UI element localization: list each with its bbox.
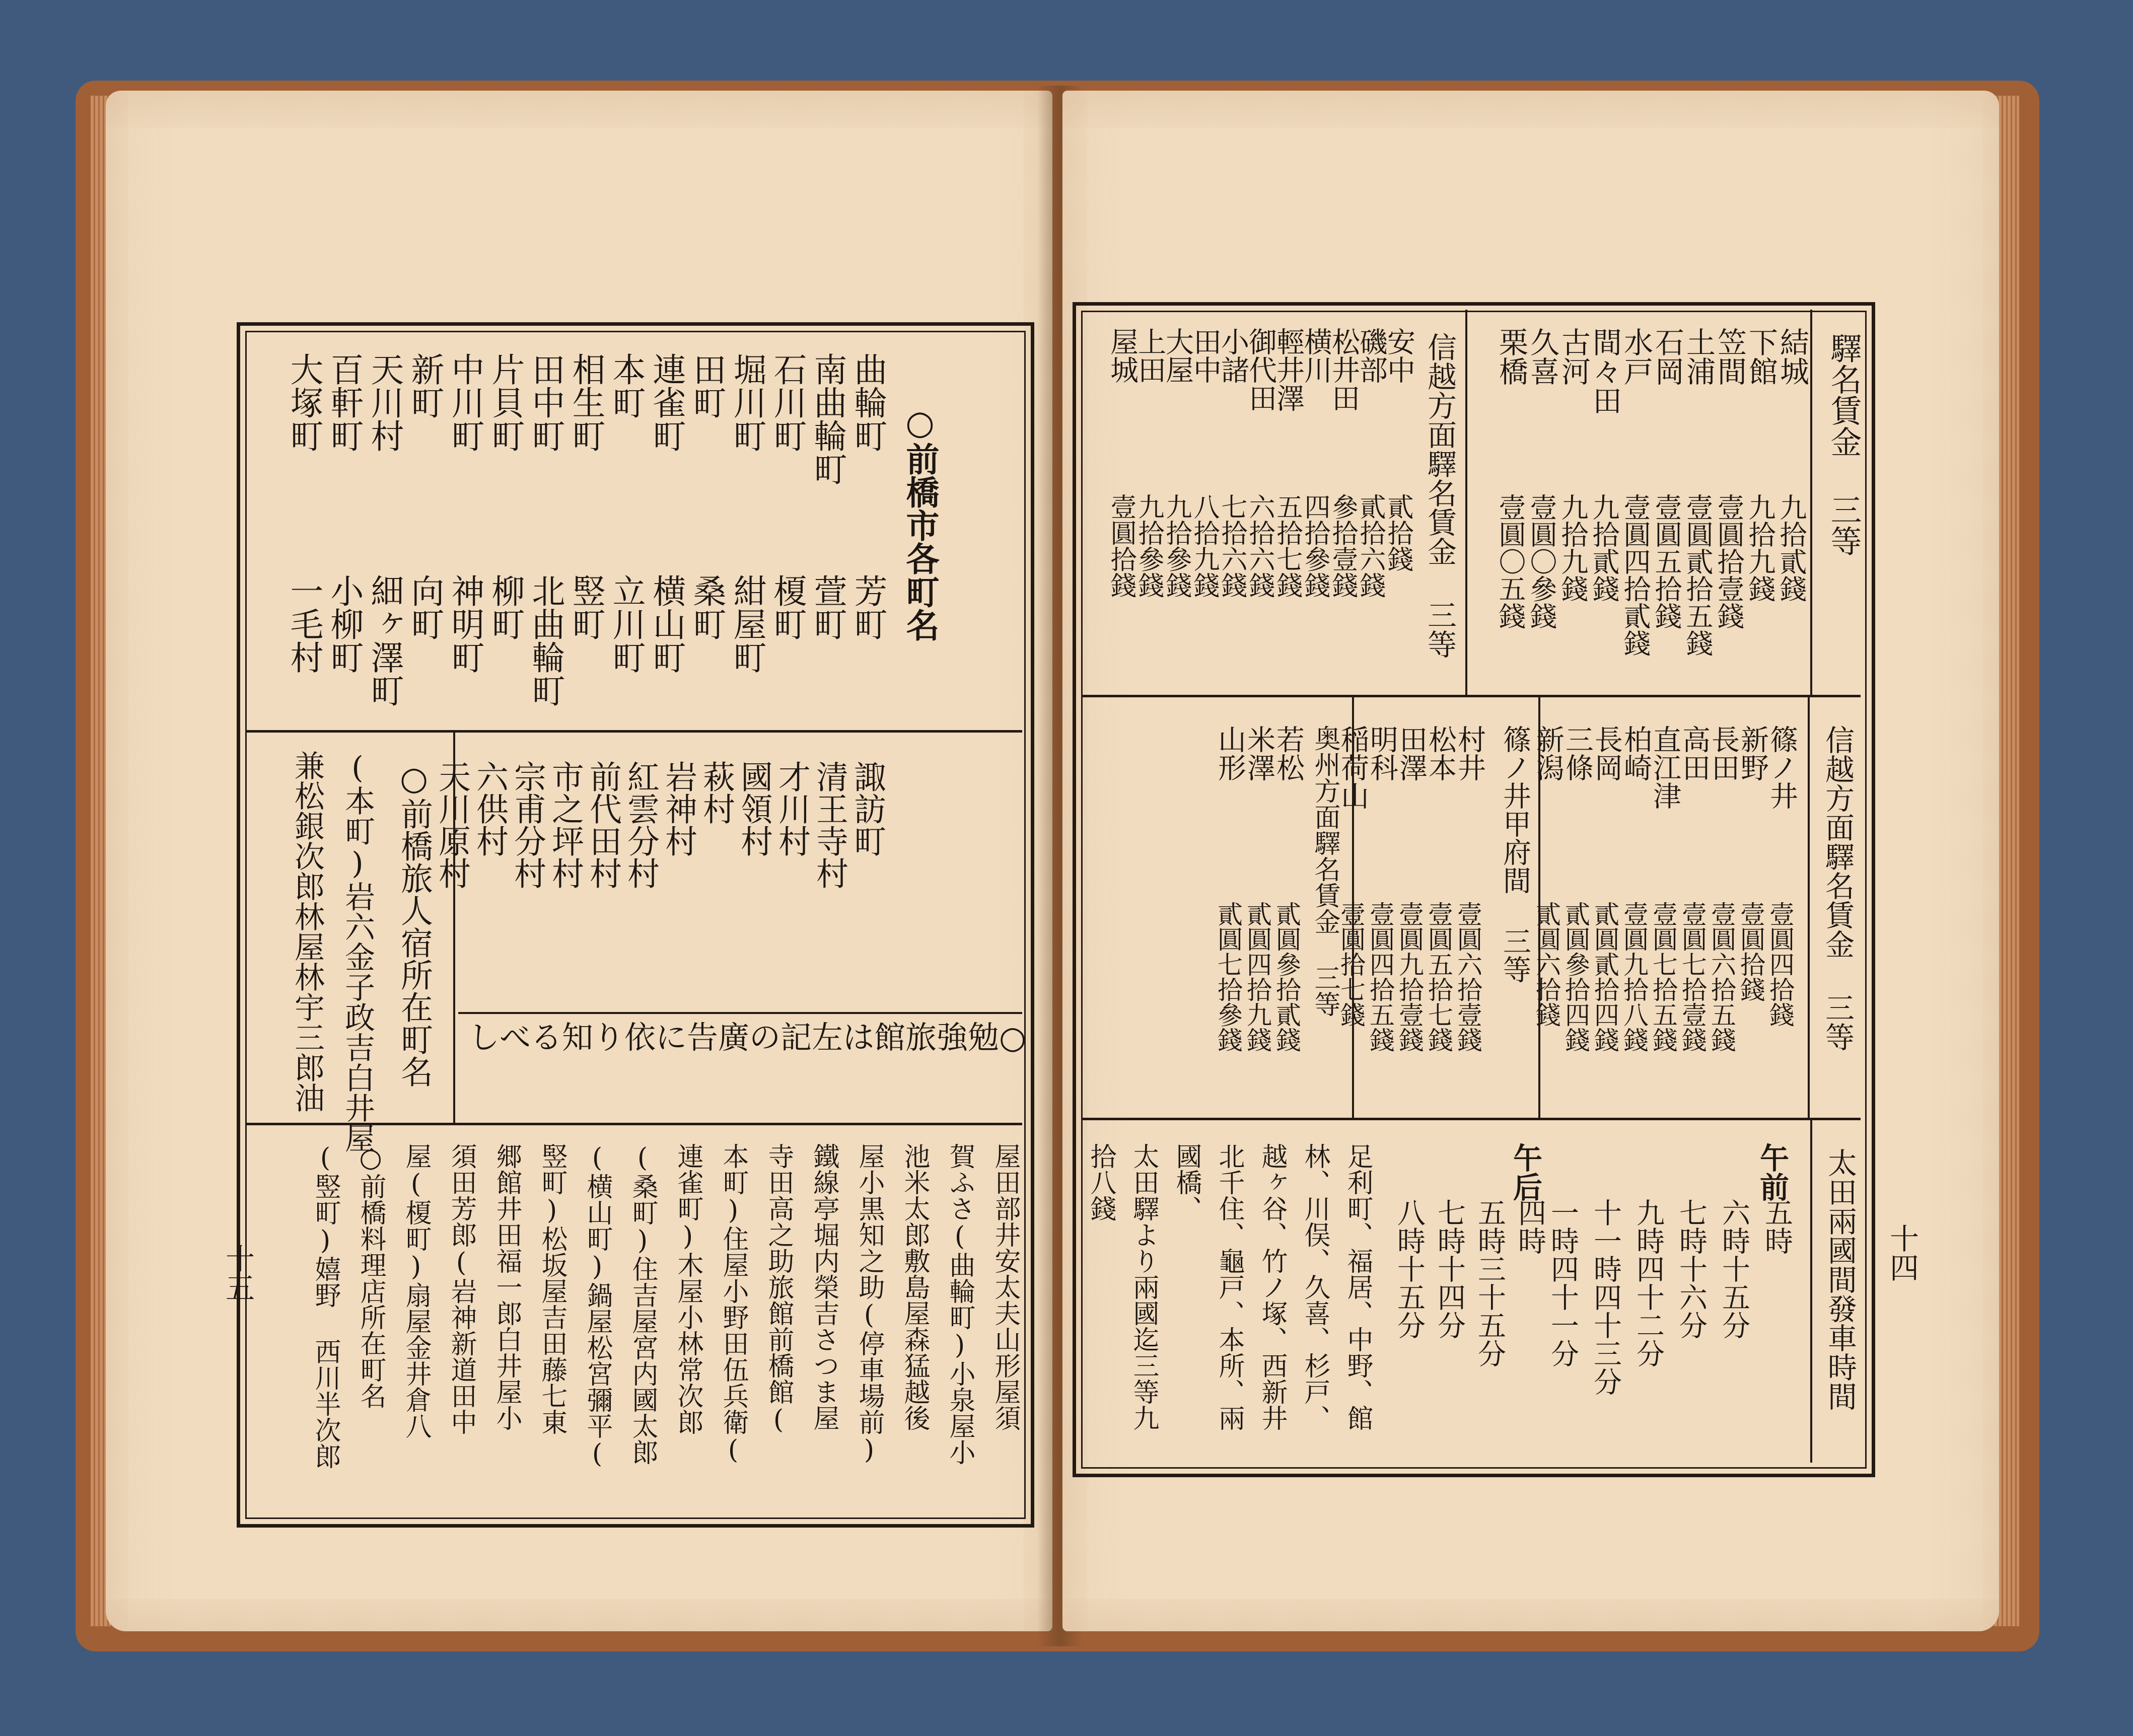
- fare-value: 貳圓參拾四錢: [1561, 901, 1590, 1052]
- inn-line-1: (本町)岩六金子政吉白井屋: [340, 750, 375, 1153]
- village-name: 六供村: [471, 760, 508, 857]
- fare-value: 壹圓六拾壹錢: [1453, 901, 1482, 1052]
- page-number-right: 十四: [1885, 1223, 1919, 1282]
- town-name-lower: 柳町: [486, 574, 525, 640]
- page-number-left: 十五: [221, 1244, 255, 1302]
- station-name: 磯部: [1355, 327, 1388, 384]
- town-name-lower: 細ヶ澤町: [365, 574, 404, 707]
- town-name-upper: 田町: [687, 352, 726, 419]
- notice-text: ○勉強旅館は左記の廣告に依り知るべし: [468, 1019, 1027, 1056]
- right-page: [1062, 91, 1999, 1631]
- restaurant-line: 連雀町)木屋小林常次郎: [673, 1143, 703, 1435]
- fare-value: 壹圓九拾八錢: [1619, 901, 1649, 1052]
- restaurant-line: ○前橋料理店所在町名: [356, 1143, 386, 1409]
- fare-value: 貳圓四拾九錢: [1243, 901, 1272, 1052]
- restaurant-line: 本町)住屋小野田伍兵衛(: [718, 1143, 748, 1465]
- station-name: 山形: [1214, 725, 1246, 781]
- right-divider-v2: [1810, 310, 1812, 695]
- town-name-lower: 芳町: [848, 574, 887, 640]
- fare-value: 壹圓四拾貳錢: [1619, 493, 1651, 657]
- fare-value: 四拾參錢: [1300, 493, 1330, 598]
- station-name: 柏崎: [1619, 725, 1652, 781]
- fare-value: 貳圓六拾錢: [1532, 901, 1561, 1027]
- restaurant-line: (桑町)住吉屋宮内國太郎: [627, 1143, 658, 1465]
- fare-value: 壹圓拾壹錢: [1713, 493, 1745, 629]
- town-name-lower: 横山町: [647, 574, 686, 674]
- town-name-lower: 一毛村: [285, 574, 323, 674]
- stations-note-line: 北千住、龜戸、本所、兩: [1214, 1143, 1244, 1431]
- right-divider-v6: [1810, 1120, 1812, 1463]
- stations-note-line: 林、川俣、久喜、杉戸、: [1300, 1143, 1330, 1431]
- fare-value: 壹圓九拾壹錢: [1395, 901, 1424, 1052]
- station-name: 高田: [1678, 725, 1711, 781]
- town-name-lower: 竪町: [566, 574, 605, 640]
- station-name: 栗橋: [1494, 327, 1528, 386]
- town-name-upper: 片貝町: [486, 352, 525, 452]
- station-name: 水戸: [1619, 327, 1653, 386]
- town-name-upper: 連雀町: [647, 352, 686, 452]
- station-name: 若松: [1272, 725, 1305, 781]
- station-name: 新野: [1736, 725, 1769, 781]
- restaurant-line: 屋田部井安太夫山形屋須: [990, 1143, 1020, 1431]
- fare-value: 壹圓五拾錢: [1651, 493, 1682, 629]
- inn-line-2: 兼松銀次郎林屋林宇三郎油: [290, 750, 325, 1113]
- departure-time-am: 一時四十一分: [1546, 1198, 1579, 1367]
- town-name-upper: 中川町: [446, 352, 484, 452]
- town-name-upper: 大塚町: [285, 352, 323, 452]
- left-divider-notice: [458, 1012, 1022, 1014]
- restaurant-line: 須田芳郎(岩神新道田中: [446, 1143, 476, 1435]
- stations-note-line: 拾八錢: [1086, 1143, 1116, 1221]
- station-name: 小諸: [1217, 327, 1249, 384]
- timetable-heading: 太田兩國間發車時間: [1823, 1148, 1857, 1411]
- fare-value: 貳圓參拾貳錢: [1272, 901, 1301, 1052]
- fare-value: 貳圓七拾參錢: [1214, 901, 1243, 1052]
- station-name: 上田: [1133, 327, 1166, 384]
- restaurant-line: (横山町)鍋屋松宮彌平(: [582, 1143, 612, 1469]
- fare-value: 九拾參錢: [1161, 493, 1191, 598]
- town-name-lower: 北曲輪町: [526, 574, 565, 707]
- fare-value: 壹圓七拾五錢: [1649, 901, 1678, 1052]
- departure-time-am: 十一時四十三分: [1589, 1198, 1622, 1396]
- station-name: 下館: [1744, 327, 1778, 386]
- station-name: 田澤: [1395, 725, 1428, 781]
- left-divider-1: [247, 730, 1022, 733]
- departure-time-am: 七時十六分: [1675, 1198, 1708, 1339]
- station-name: 石岡: [1650, 327, 1684, 386]
- fare-table-4-heading: 篠ノ井甲府間 三等: [1499, 725, 1531, 983]
- fare-value: 七拾六錢: [1217, 493, 1247, 598]
- village-name: 萩村: [697, 760, 735, 825]
- fare-value: 壹圓七拾壹錢: [1678, 901, 1707, 1052]
- town-name-upper: 本町: [607, 352, 646, 419]
- fare-value: 壹圓拾錢: [1736, 901, 1765, 1002]
- fare-value: 壹圓四拾五錢: [1366, 901, 1395, 1052]
- station-name: 三條: [1561, 725, 1594, 781]
- village-name: 清王寺村: [811, 760, 848, 889]
- fare-value: 九拾參錢: [1133, 493, 1164, 598]
- station-name: 長田: [1707, 725, 1740, 781]
- restaurant-line: 郷館井田福一郎白井屋小: [491, 1143, 522, 1431]
- station-name: 横川: [1300, 327, 1332, 384]
- restaurant-line: 鐵線亭堀内榮吉さつま屋: [809, 1143, 839, 1431]
- station-name: 古河: [1556, 327, 1591, 386]
- fare-value: 八拾九錢: [1189, 493, 1219, 598]
- station-name: 大屋: [1161, 327, 1194, 384]
- station-name: 明科: [1366, 725, 1398, 781]
- restaurant-line: 池米太郎敷島屋森猛越後: [899, 1143, 930, 1431]
- departure-time-pm: 五時三十五分: [1473, 1198, 1506, 1367]
- station-name: 安中: [1383, 327, 1415, 384]
- station-name: 輕井澤: [1272, 327, 1305, 412]
- fare-value: 貳圓貳拾四錢: [1590, 901, 1619, 1052]
- stations-note-line: 足利町、福居、中野、館: [1342, 1143, 1373, 1431]
- station-name: 松本: [1424, 725, 1457, 781]
- restaurant-line: (竪町)嬉野 西川半次郎: [310, 1143, 340, 1469]
- departure-time-pm: 四時: [1514, 1198, 1546, 1255]
- inn-section-heading: ○前橋旅人宿所在町名: [395, 760, 433, 1088]
- fare-value: 九拾九錢: [1557, 493, 1589, 602]
- am-label: 午前: [1755, 1143, 1789, 1201]
- town-name-upper: 曲輪町: [848, 352, 887, 452]
- fare-value: 五拾七錢: [1272, 493, 1302, 598]
- fare-value: 壹圓貳拾五錢: [1682, 493, 1714, 657]
- station-name: 笠間: [1713, 327, 1747, 386]
- station-name: 新潟: [1532, 725, 1565, 781]
- village-name: 宗甫分村: [509, 760, 546, 889]
- station-name: 田中: [1189, 327, 1222, 384]
- departure-time-am: 五時: [1760, 1198, 1793, 1255]
- village-name: 前代田村: [584, 760, 621, 889]
- fare-value: 六拾六錢: [1244, 493, 1274, 598]
- station-name: 直江津: [1649, 725, 1681, 810]
- left-page: [106, 91, 1052, 1631]
- station-name: 長岡: [1590, 725, 1623, 781]
- right-divider-v1: [1465, 310, 1467, 695]
- right-divider-v3: [1808, 697, 1810, 1118]
- fare-value: 壹圓拾七錢: [1336, 901, 1366, 1027]
- stations-note-line: 太田驛より兩國迄三等九: [1128, 1143, 1159, 1431]
- restaurant-line: 屋(榎町)扇屋金井倉八: [401, 1143, 431, 1439]
- departure-time-pm: 八時十五分: [1393, 1198, 1426, 1339]
- fare-value: 壹圓〇參錢: [1526, 493, 1557, 629]
- village-name: 國領村: [735, 760, 772, 857]
- fare-value: 九拾貳錢: [1775, 493, 1807, 602]
- town-name-upper: 新町: [405, 352, 444, 419]
- station-name: 稲荷山: [1336, 725, 1369, 810]
- village-name: 天川原村: [433, 760, 470, 889]
- village-name: 紅雲分村: [622, 760, 659, 889]
- village-name: 才川村: [773, 760, 810, 857]
- town-name-lower: 萱町: [808, 574, 847, 640]
- restaurant-line: 寺田高之助旅館前橋館(: [763, 1143, 794, 1435]
- town-name-upper: 堀川町: [728, 352, 766, 452]
- departure-time-am: 九時四十二分: [1632, 1198, 1665, 1367]
- village-name: 岩神村: [660, 760, 697, 857]
- fare-value: 壹圓五拾七錢: [1424, 901, 1453, 1052]
- village-name: 諏訪町: [848, 760, 886, 857]
- departure-time-pm: 七時十四分: [1433, 1198, 1466, 1339]
- station-name: 久喜: [1525, 327, 1559, 386]
- town-name-lower: 榎町: [768, 574, 807, 640]
- town-name-upper: 田中町: [526, 352, 565, 452]
- station-name: 御代田: [1244, 327, 1277, 412]
- fare-value: 貳拾六錢: [1355, 493, 1385, 598]
- fare-value: 壹圓四拾錢: [1765, 901, 1795, 1027]
- departure-time-am: 六時十五分: [1718, 1198, 1750, 1339]
- town-name-lower: 紺屋町: [728, 574, 766, 674]
- fare-value: 參拾壹錢: [1327, 493, 1358, 598]
- right-divider-2: [1083, 1118, 1861, 1120]
- station-name: 屋城: [1106, 327, 1139, 384]
- town-name-upper: 百軒町: [325, 352, 364, 452]
- fare-value: 壹圓拾錢: [1106, 493, 1136, 598]
- fare-value: 壹圓〇五錢: [1495, 493, 1526, 629]
- fare-table-5-heading: 奥州方面驛名賃金 三等: [1310, 725, 1340, 1017]
- fare-value: 壹圓六拾五錢: [1707, 901, 1736, 1052]
- town-name-lower: 立川町: [607, 574, 646, 674]
- station-name: 間々田: [1588, 327, 1622, 415]
- town-name-upper: 南曲輪町: [808, 352, 847, 485]
- station-name: 松井田: [1327, 327, 1360, 412]
- station-name: 村井: [1453, 725, 1486, 781]
- restaurant-line: 屋小黒知之助(停車場前): [854, 1143, 884, 1465]
- station-name: 土浦: [1681, 327, 1716, 386]
- station-name: 米澤: [1243, 725, 1275, 781]
- town-name-lower: 向町: [405, 574, 444, 640]
- town-section-heading: ○前橋市各町名: [900, 403, 940, 641]
- town-name-lower: 桑町: [687, 574, 726, 640]
- stations-note-line: 越ヶ谷、竹ノ塚、西新井: [1257, 1143, 1287, 1431]
- stations-note-line: 國橋、: [1171, 1143, 1201, 1221]
- pm-label: 午后: [1508, 1143, 1542, 1201]
- right-divider-1: [1083, 695, 1861, 697]
- fare-value: 九拾貳錢: [1588, 493, 1620, 602]
- restaurant-line: 賀ふさ(曲輪町)小泉屋小: [945, 1143, 975, 1465]
- fare-table-1-heading: 驛名賃金 三等: [1825, 332, 1862, 556]
- fare-value: 九拾九錢: [1744, 493, 1776, 602]
- station-name: 篠ノ井: [1765, 725, 1798, 810]
- fare-table-3-heading: 信越方面驛名賃金 三等: [1820, 725, 1855, 1051]
- town-name-upper: 相生町: [566, 352, 605, 452]
- town-name-lower: 神明町: [446, 574, 484, 674]
- restaurant-line: 竪町)松坂屋吉田藤七東: [537, 1143, 567, 1435]
- town-name-upper: 天川村: [365, 352, 404, 452]
- fare-value: 貳拾錢: [1383, 493, 1413, 572]
- town-name-upper: 石川町: [768, 352, 807, 452]
- town-name-lower: 小柳町: [325, 574, 364, 674]
- station-name: 結城: [1775, 327, 1809, 386]
- fare-table-2-heading: 信越方面驛名賃金 三等: [1423, 332, 1457, 659]
- village-name: 市之坪村: [546, 760, 584, 889]
